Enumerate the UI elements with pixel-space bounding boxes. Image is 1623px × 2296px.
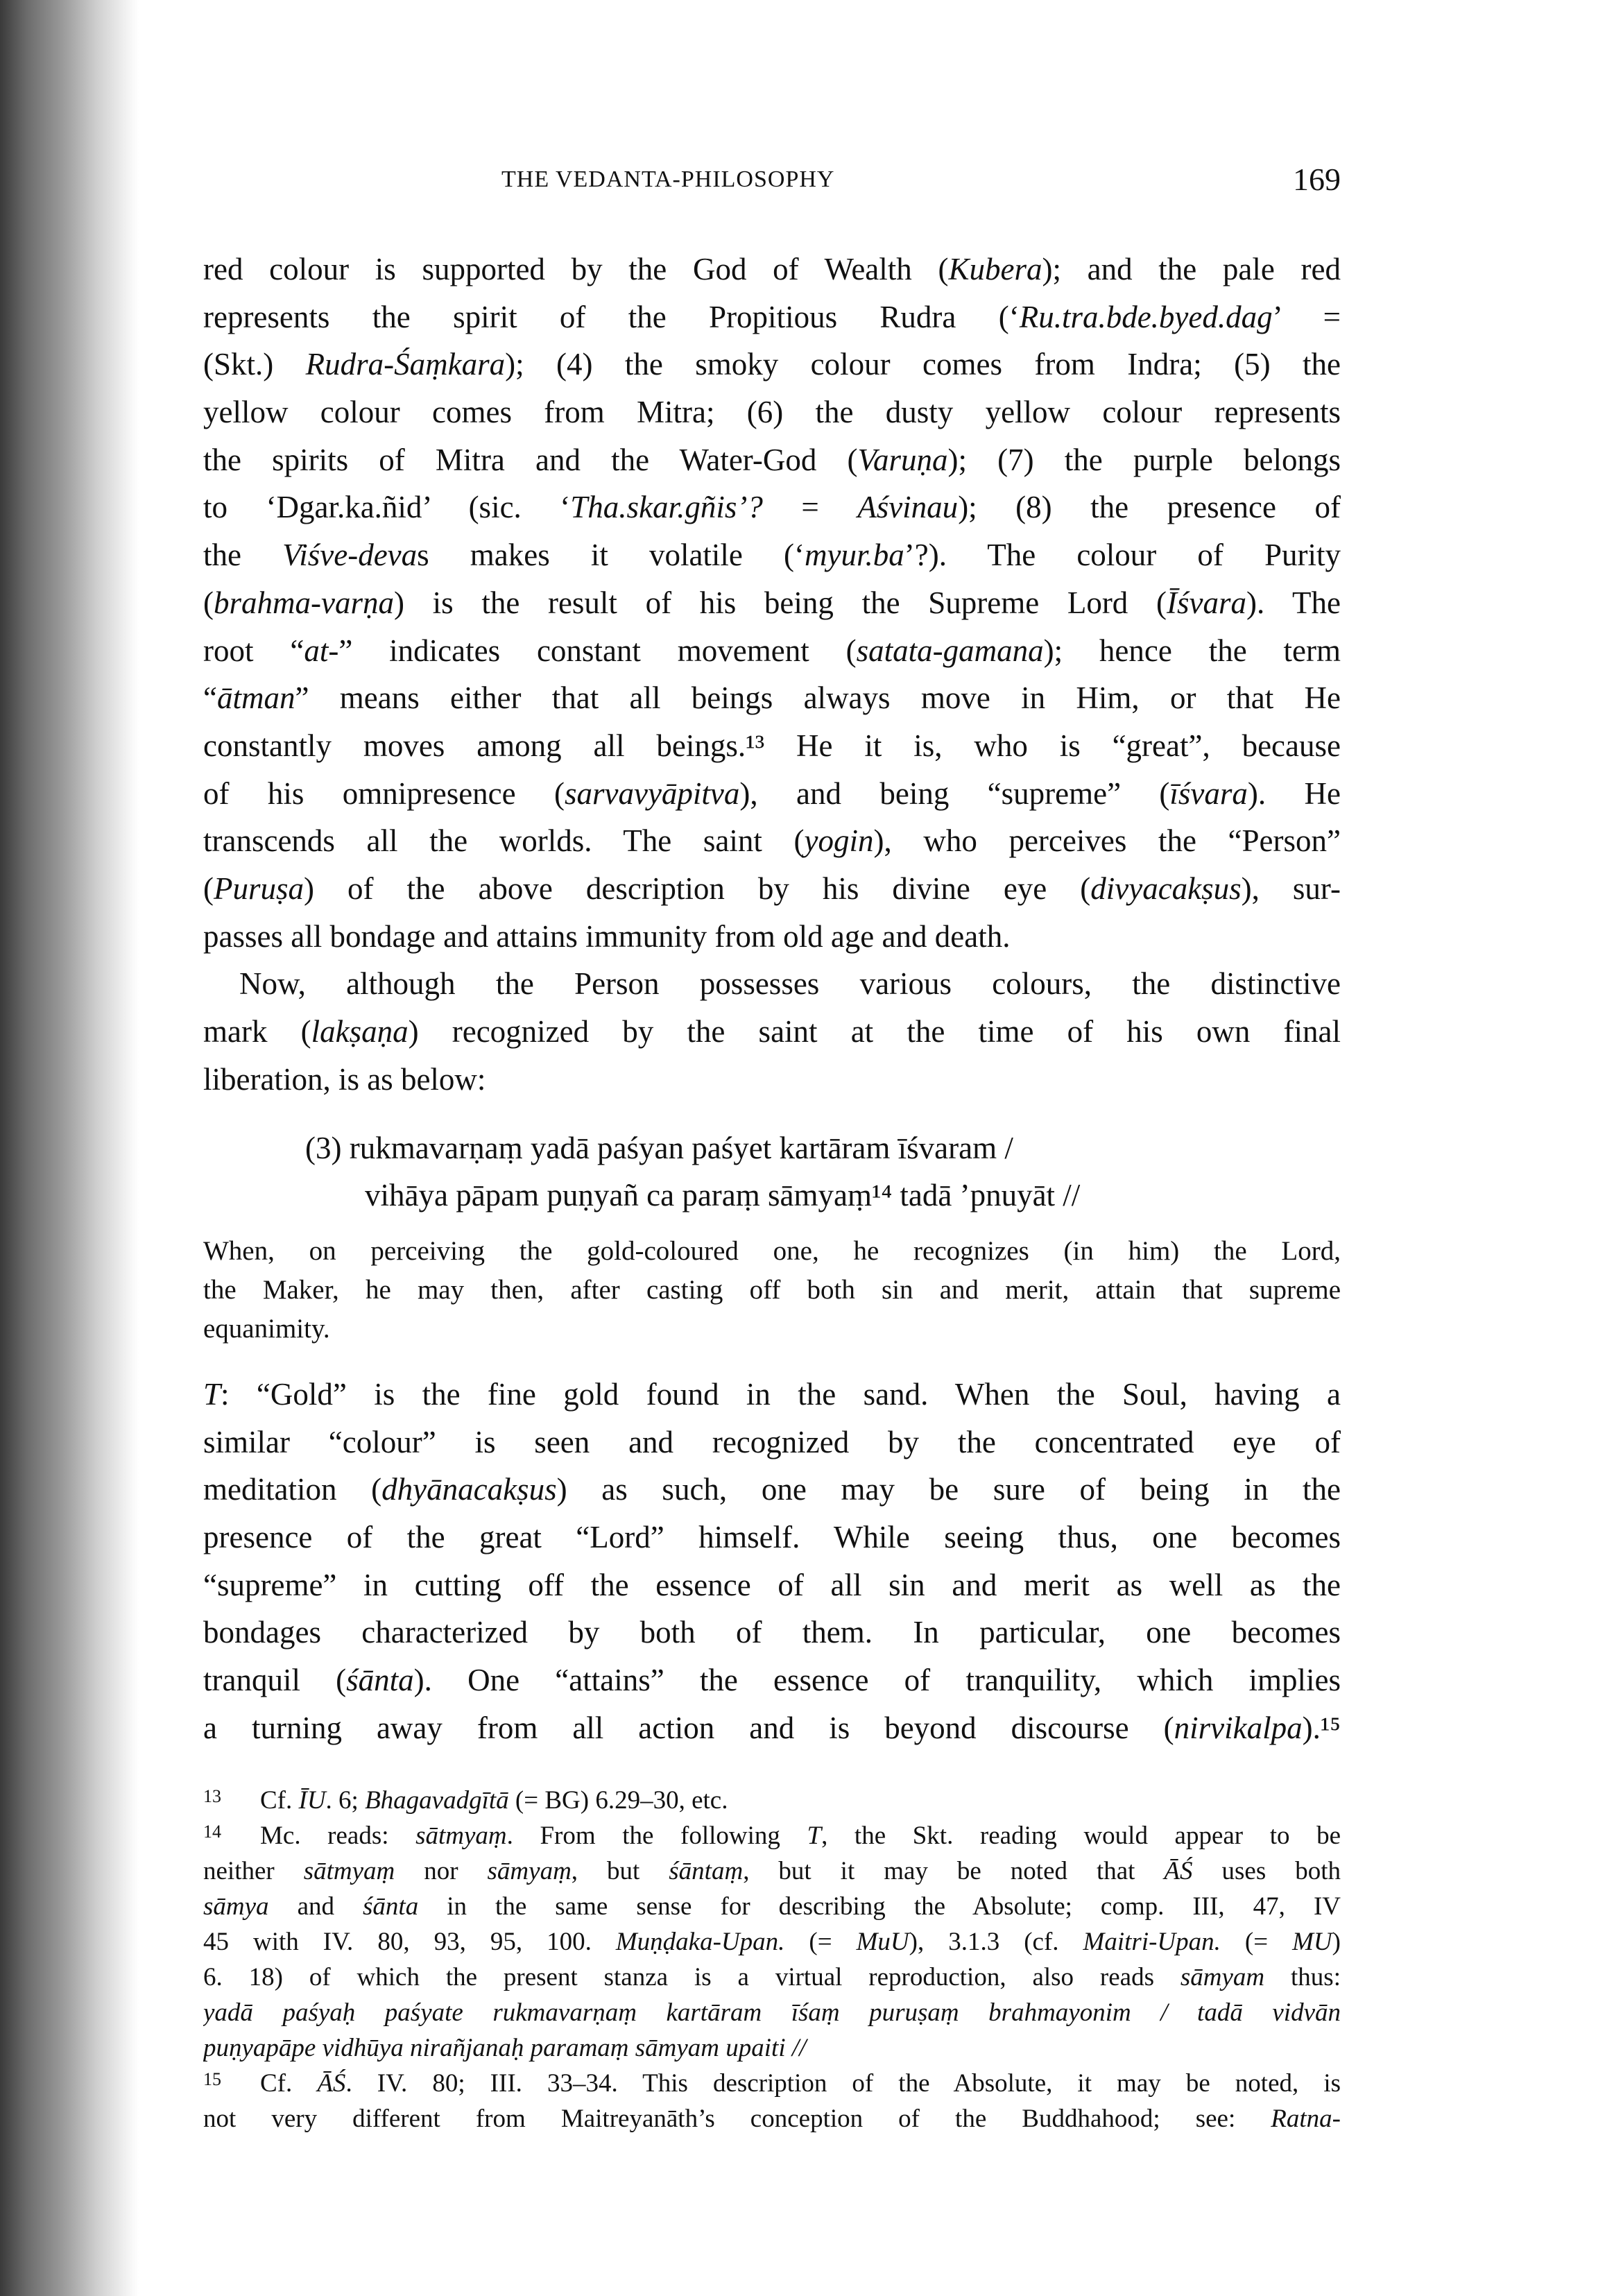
text-line xyxy=(203,1371,1341,1419)
roman-text: the Maker, he may then, after casting off both sin and merit, attain that supreme xyxy=(203,1275,1341,1305)
footnote-15 xyxy=(203,2066,1341,2136)
roman-text: equanimity. xyxy=(203,1314,330,1344)
italic-text: Tha.skar.gñis’? xyxy=(570,490,763,525)
roman-text: root “ xyxy=(203,633,304,668)
italic-text: Maitri-Upan. xyxy=(1083,1928,1221,1956)
roman-text: = xyxy=(762,490,858,525)
roman-text: 45 with IV. 80, 93, 95, 100. xyxy=(203,1928,616,1956)
roman-text: ); (8) the presence of xyxy=(958,490,1341,525)
text-line xyxy=(203,1514,1341,1561)
running-title: THE VEDANTA-PHILOSOPHY xyxy=(501,166,835,192)
italic-text: MU xyxy=(1292,1928,1332,1956)
roman-text: ( xyxy=(203,585,214,620)
italic-text: ĪU xyxy=(298,1786,326,1815)
roman-text: ), and being “supreme” ( xyxy=(739,776,1170,811)
text-line xyxy=(203,722,1341,770)
commentary-paragraph xyxy=(203,1371,1341,1752)
italic-text: yadā paśyaḥ paśyate rukmavarṇaṃ kartāram īśaṃ puruṣaṃ brahmayonim / tadā vidvān xyxy=(203,1998,1341,2027)
italic-text: brahma-varṇa xyxy=(214,585,394,620)
italic-text: T xyxy=(203,1377,221,1412)
roman-text: liberation, is as below: xyxy=(203,1061,486,1097)
roman-text: . From the following xyxy=(506,1822,807,1850)
text-line xyxy=(203,770,1341,818)
text-line xyxy=(203,1561,1341,1609)
roman-text: ), who perceives the “Person” xyxy=(873,823,1341,859)
italic-text: ĀŚ xyxy=(1164,1857,1193,1885)
roman-text: the xyxy=(203,538,283,573)
roman-text: yellow colour comes from Mitra; (6) the dusty yellow colour represents xyxy=(203,395,1341,430)
roman-text: meditation ( xyxy=(203,1472,382,1507)
roman-text: ” means either that all beings always move in Him, or that He xyxy=(295,680,1341,716)
text-line xyxy=(203,913,1341,961)
roman-text: (= xyxy=(784,1928,857,1956)
footnote-number: 14 xyxy=(203,1822,221,1842)
roman-text: passes all bondage and attains immunity from old age and death. xyxy=(203,918,1011,954)
roman-text: Cf. xyxy=(260,1786,299,1815)
italic-text: Ratna- xyxy=(1271,2105,1341,2133)
italic-text: myur.ba xyxy=(805,538,904,573)
text-line xyxy=(203,436,1341,484)
verse-line-2: vihāya pāpam puṇyañ ca paraṃ sāmyaṃ¹⁴ tadā ’pnuyāt // xyxy=(365,1178,1081,1213)
roman-text: ); (4) the smoky colour comes from Indra; (5) the xyxy=(505,347,1341,382)
roman-text: ). The xyxy=(1246,585,1341,620)
roman-text: When, on perceiving the gold-coloured one, he recognizes (in him) the Lord, xyxy=(203,1236,1341,1266)
footnote-number: 15 xyxy=(203,2069,221,2089)
roman-text: neither xyxy=(203,1857,304,1885)
verse-translation xyxy=(203,1232,1341,1348)
italic-text: divyacakṣus xyxy=(1090,871,1242,906)
roman-text: tranquil ( xyxy=(203,1663,347,1698)
verse-line-1: (3) rukmavarṇaṃ yadā paśyan paśyet kartāram īśvaram / xyxy=(305,1131,1013,1165)
text-line xyxy=(203,1419,1341,1466)
roman-text: ). One “attains” the essence of tranquility, which implies xyxy=(413,1663,1341,1698)
text-line xyxy=(203,2101,1341,2136)
roman-text: (Skt.) xyxy=(203,347,306,382)
roman-text: not very different from Maitreyanāth’s conception of the Buddhahood; see: xyxy=(203,2105,1271,2133)
text-line xyxy=(203,483,1341,531)
roman-text: mark ( xyxy=(203,1014,311,1049)
text-line xyxy=(203,1889,1341,1924)
paragraph-colours xyxy=(203,246,1341,1103)
italic-text: lakṣaṇa xyxy=(311,1014,409,1049)
italic-text: śāntaṃ xyxy=(669,1857,744,1885)
roman-text: ).¹⁵ xyxy=(1302,1710,1341,1745)
italic-text: Aśvinau xyxy=(857,490,959,525)
roman-text: red colour is supported by the God of Wealth ( xyxy=(203,252,949,286)
italic-text: śānta xyxy=(363,1892,419,1921)
roman-text: Cf. xyxy=(260,2069,318,2098)
text-line xyxy=(203,388,1341,436)
roman-text: , the Skt. reading would appear to be xyxy=(821,1822,1341,1850)
italic-text: Rudra-Śaṃkara xyxy=(305,347,506,382)
roman-text: the spirits of Mitra and the Water-God ( xyxy=(203,442,858,477)
roman-text: : “Gold” is the fine gold found in the sand. When the Soul, having a xyxy=(221,1377,1341,1412)
roman-text: ) of the above description by his divine eye ( xyxy=(304,871,1091,906)
italic-text: sarvavyāpitva xyxy=(564,776,740,811)
roman-text: ), 3.1.3 (cf. xyxy=(909,1928,1083,1956)
verse-stanza-3 xyxy=(305,1124,1080,1219)
roman-text: ); (7) the purple belongs xyxy=(947,442,1341,477)
italic-text: sāmya xyxy=(203,1892,269,1921)
footnote-13 xyxy=(203,1783,1341,1818)
text-line xyxy=(203,1656,1341,1704)
roman-text: uses both xyxy=(1192,1857,1341,1885)
text-line xyxy=(203,1056,1341,1104)
italic-text: īśvara xyxy=(1169,776,1248,811)
footnote-14 xyxy=(203,1818,1341,2066)
roman-text: “supreme” in cutting off the essence of all sin and merit as well as the xyxy=(203,1567,1341,1602)
roman-text: ) xyxy=(1332,1928,1341,1956)
italic-text: Viśve-deva xyxy=(282,538,418,573)
roman-text: thus: xyxy=(1264,1963,1341,1991)
roman-text: ’?). The colour of Purity xyxy=(904,538,1341,573)
italic-text: T xyxy=(807,1822,822,1850)
roman-text: bondages characterized by both of them. In particular, one becomes xyxy=(203,1615,1341,1650)
text-line xyxy=(203,1818,1341,1853)
roman-text: ) is the result of his being the Supreme Lord ( xyxy=(393,585,1167,620)
text-line xyxy=(203,1271,1341,1310)
text-line xyxy=(203,1310,1341,1348)
text-line xyxy=(203,817,1341,865)
italic-text: Īśvara xyxy=(1166,585,1246,620)
italic-text: śānta xyxy=(346,1663,414,1698)
italic-text: ĀŚ xyxy=(317,2069,346,2098)
roman-text: (= BG) 6.29–30, etc. xyxy=(508,1786,728,1815)
roman-text: similar “colour” is seen and recognized by the concentrated eye of xyxy=(203,1424,1341,1459)
footnote-number: 13 xyxy=(203,1786,221,1806)
roman-text: nor xyxy=(395,1857,488,1885)
italic-text: ātman xyxy=(216,680,295,716)
italic-text: puṇyapāpe vidhūya nirañjanaḥ paramaṃ sāmyam upaiti // xyxy=(203,2034,807,2062)
text-line xyxy=(203,865,1341,913)
italic-text: sātmyaṃ xyxy=(415,1822,507,1850)
italic-text: sāmyaṃ xyxy=(487,1857,572,1885)
text-line xyxy=(203,1853,1341,1889)
italic-text: Kubera xyxy=(948,252,1042,286)
text-line xyxy=(203,1466,1341,1514)
text-line xyxy=(203,2066,1341,2101)
text-line xyxy=(203,2030,1341,2066)
roman-text: ( xyxy=(203,871,214,906)
italic-text: Varuṇa xyxy=(857,442,948,477)
text-line xyxy=(203,1995,1341,2030)
italic-text: satata-gamana xyxy=(856,633,1044,668)
italic-text: nirvikalpa xyxy=(1174,1710,1303,1745)
text-line xyxy=(203,1609,1341,1656)
text-line xyxy=(203,960,1341,1008)
roman-text: . IV. 80; III. 33–34. This description of the Absolute, it may be noted, is xyxy=(345,2069,1341,2098)
text-line xyxy=(203,579,1341,627)
roman-text: ” indicates constant movement ( xyxy=(338,633,857,668)
roman-text: ) recognized by the saint at the time of his own final xyxy=(408,1014,1341,1049)
roman-text: ), sur- xyxy=(1241,871,1341,906)
roman-text: transcends all the worlds. The saint ( xyxy=(203,823,805,859)
roman-text: ); and the pale red xyxy=(1042,252,1341,286)
roman-text: in the same sense for describing the Absolute; comp. III, 47, IV xyxy=(418,1892,1341,1921)
roman-text: (= xyxy=(1220,1928,1293,1956)
page-header xyxy=(203,161,1341,203)
roman-text: , but xyxy=(571,1857,669,1885)
roman-text: presence of the great “Lord” himself. While seeing thus, one becomes xyxy=(203,1520,1341,1555)
text-line xyxy=(203,1960,1341,1995)
roman-text: to ‘Dgar.ka.ñid’ (sic. ‘ xyxy=(203,490,571,525)
italic-text: sāmyam xyxy=(1180,1963,1265,1991)
roman-text: . 6; xyxy=(325,1786,366,1815)
text-line xyxy=(203,1783,1341,1818)
roman-text: ); hence the term xyxy=(1043,633,1341,668)
italic-text: dhyānacakṣus xyxy=(381,1472,557,1507)
roman-text: and xyxy=(268,1892,363,1921)
text-line xyxy=(203,246,1341,293)
footnotes xyxy=(203,1783,1341,2136)
text-line xyxy=(203,1008,1341,1056)
italic-text: yogin xyxy=(804,823,874,859)
roman-text: represents the spirit of the Propitious Rudra (‘ xyxy=(203,299,1020,334)
italic-text: Muṇḍaka-Upan. xyxy=(615,1928,785,1956)
text-line xyxy=(203,1924,1341,1960)
scanned-page-edge-shadow xyxy=(0,0,139,2296)
roman-text: of his omnipresence ( xyxy=(203,776,565,811)
roman-text: s makes it volatile (‘ xyxy=(417,538,805,573)
italic-text: Ru.tra.bde.byed.dag xyxy=(1019,299,1273,334)
roman-text: ) as such, one may be sure of being in the xyxy=(556,1472,1341,1507)
text-line xyxy=(203,1704,1341,1752)
italic-text: Puruṣa xyxy=(214,871,304,906)
roman-text: constantly moves among all beings.¹³ He it is, who is “great”, because xyxy=(203,728,1341,763)
roman-text: ’ = xyxy=(1272,299,1341,334)
text-line xyxy=(203,1232,1341,1271)
text-line xyxy=(203,627,1341,675)
roman-text: ). He xyxy=(1247,776,1341,811)
roman-text: , but it may be noted that xyxy=(743,1857,1165,1885)
roman-text: “ xyxy=(203,680,217,716)
page-number: 169 xyxy=(1293,162,1341,197)
text-line xyxy=(203,341,1341,388)
text-line xyxy=(203,531,1341,579)
roman-text: 6. 18) of which the present stanza is a virtual reproduction, also reads xyxy=(203,1963,1180,1991)
italic-text: MuU xyxy=(856,1928,909,1956)
text-line xyxy=(203,293,1341,341)
roman-text: a turning away from all action and is beyond discourse ( xyxy=(203,1710,1174,1745)
italic-text: sātmyaṃ xyxy=(303,1857,395,1885)
italic-text: Bhagavadgītā xyxy=(365,1786,509,1815)
roman-text: Now, although the Person possesses various colours, the distinctive xyxy=(239,966,1341,1002)
italic-text: at- xyxy=(304,633,339,668)
roman-text: Mc. reads: xyxy=(260,1822,416,1850)
text-line xyxy=(203,674,1341,722)
